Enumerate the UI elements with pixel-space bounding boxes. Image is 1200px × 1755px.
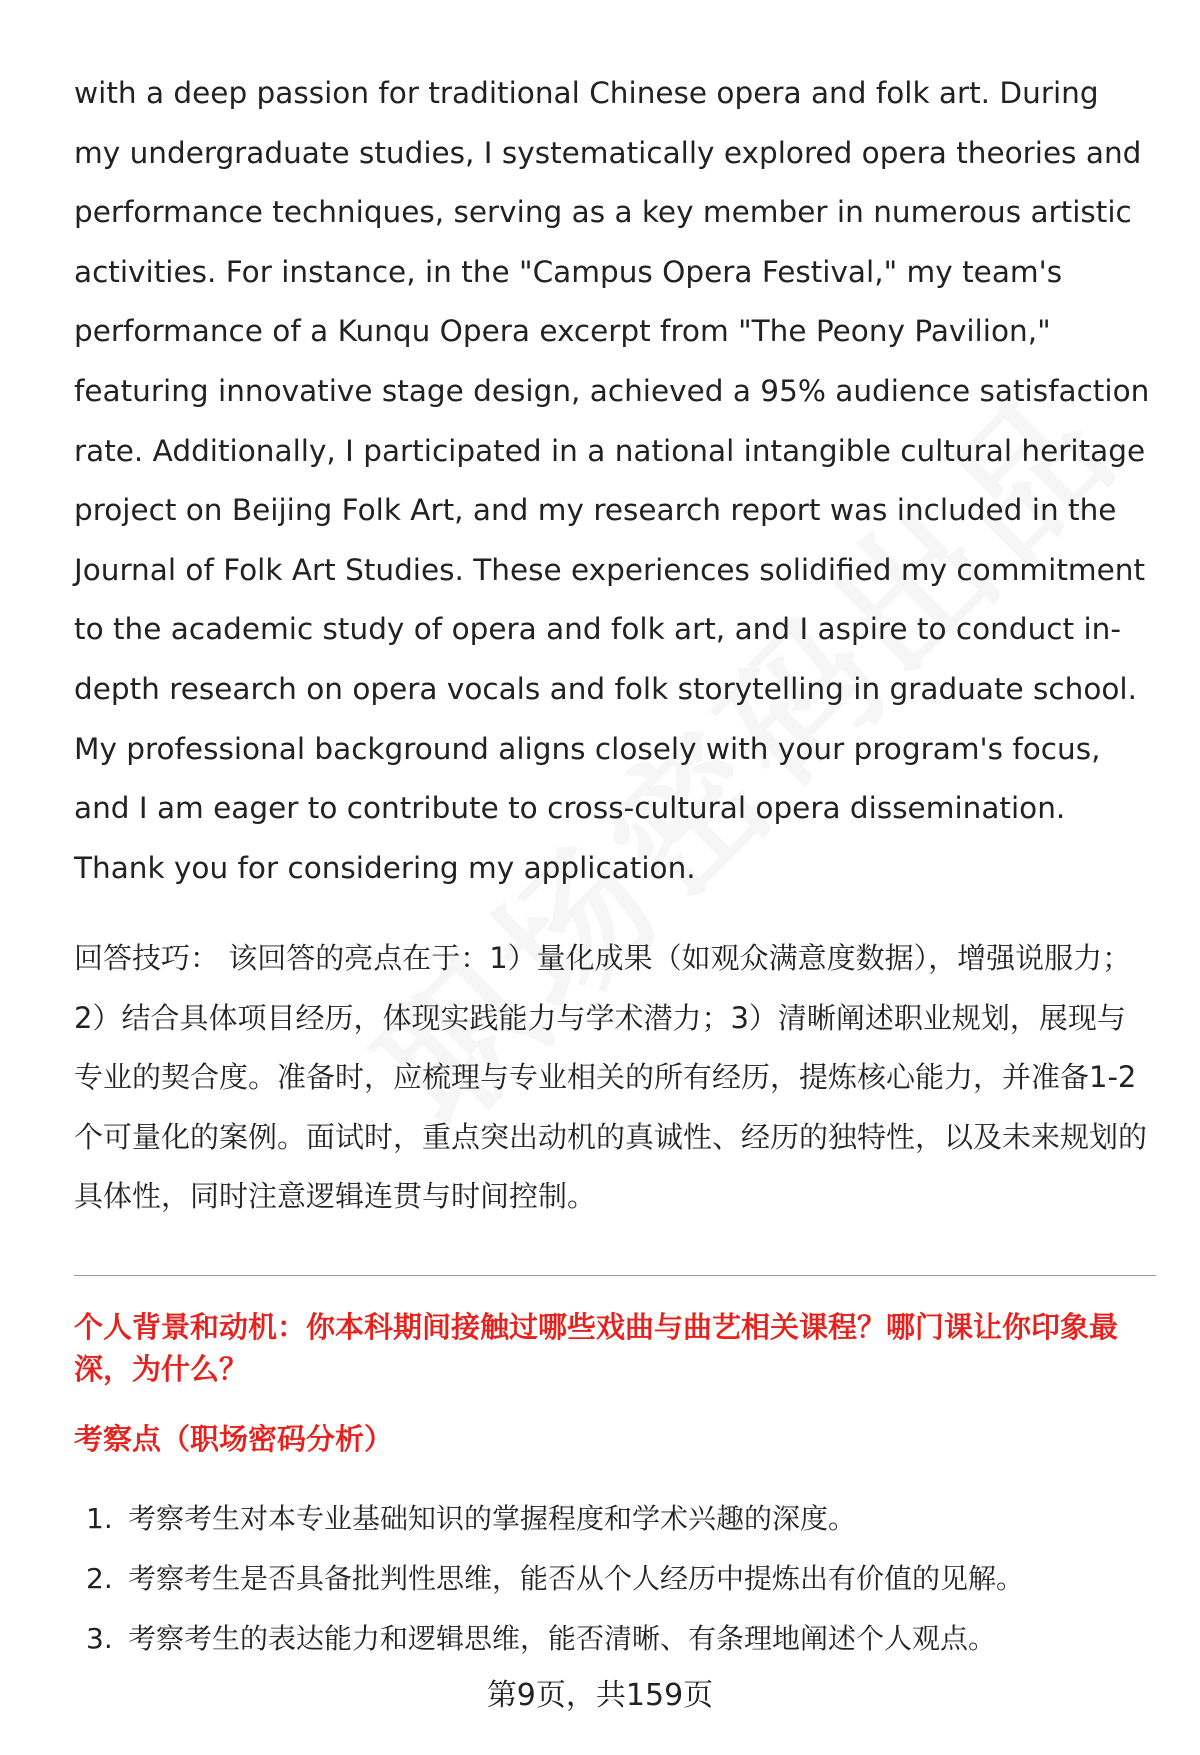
list-item-text: 考察考生是否具备批判性思维，能否从个人经历中提炼出有价值的见解。 xyxy=(128,1562,1025,1595)
question-heading: 个人背景和动机：你本科期间接触过哪些戏曲与曲艺相关课程？哪门课让你印象最深，为什么？ xyxy=(74,1310,1119,1386)
list-item-number: 2. xyxy=(86,1562,113,1595)
list-item-number: 3. xyxy=(86,1622,113,1655)
answer-tips-paragraph: 回答技巧： 该回答的亮点在于：1）量化成果（如观众满意度数据），增强说服力；2）结合具体项目经历，体现实践能力与学术潜力；3）清晰阐述职业规划，展现与专业的契合度。准备时，应梳理与专业相关的所有经历，提炼核心能力，并准备1-2个可量化的案例。面试时，重点突出动机的真诚性、经历的独特性，以及未来规划的具体性，同时注意逻辑连贯与时间控制。 xyxy=(74,941,1148,1213)
section-divider xyxy=(74,1275,1156,1276)
list-item-number: 1. xyxy=(86,1502,113,1535)
list-item-text: 考察考生的表达能力和逻辑思维，能否清晰、有条理地阐述个人观点。 xyxy=(128,1622,997,1655)
list-item-text: 考察考生对本专业基础知识的掌握程度和学术兴趣的深度。 xyxy=(128,1502,857,1535)
list-item xyxy=(74,1549,1164,1609)
assessment-points-heading: 考察点（职场密码分析） xyxy=(74,1422,394,1456)
page-number-footer: 第9页，共159页 xyxy=(486,1678,714,1713)
assessment-points-list xyxy=(74,1489,1164,1669)
list-item xyxy=(74,1609,1164,1669)
list-item xyxy=(74,1489,1164,1549)
answer-paragraph: with a deep passion for traditional Chinese opera and folk art. During my undergraduate studies, I systematically explored opera theories and performance techniques, serving as a key member in numerous artistic activities. For instance, in the "Campus Opera Festival," my team's performance of a Kunqu Opera excerpt from "The Peony Pavilion," featuring innovative stage design, achieved a 95% audience satisfaction rate. Additionally, I participated in a national intangible cultural heritage project on Beijing Folk Art, and my research report was included in the Journal of Folk Art Studies. These experiences solidified my commitment to the academic study of opera and folk art, and I aspire to conduct in-depth research on opera vocals and folk storytelling in graduate school. My professional background aligns closely with your program's focus, and I am eager to contribute to cross-cultural opera dissemination. Thank you for considering my application. xyxy=(74,76,1150,885)
